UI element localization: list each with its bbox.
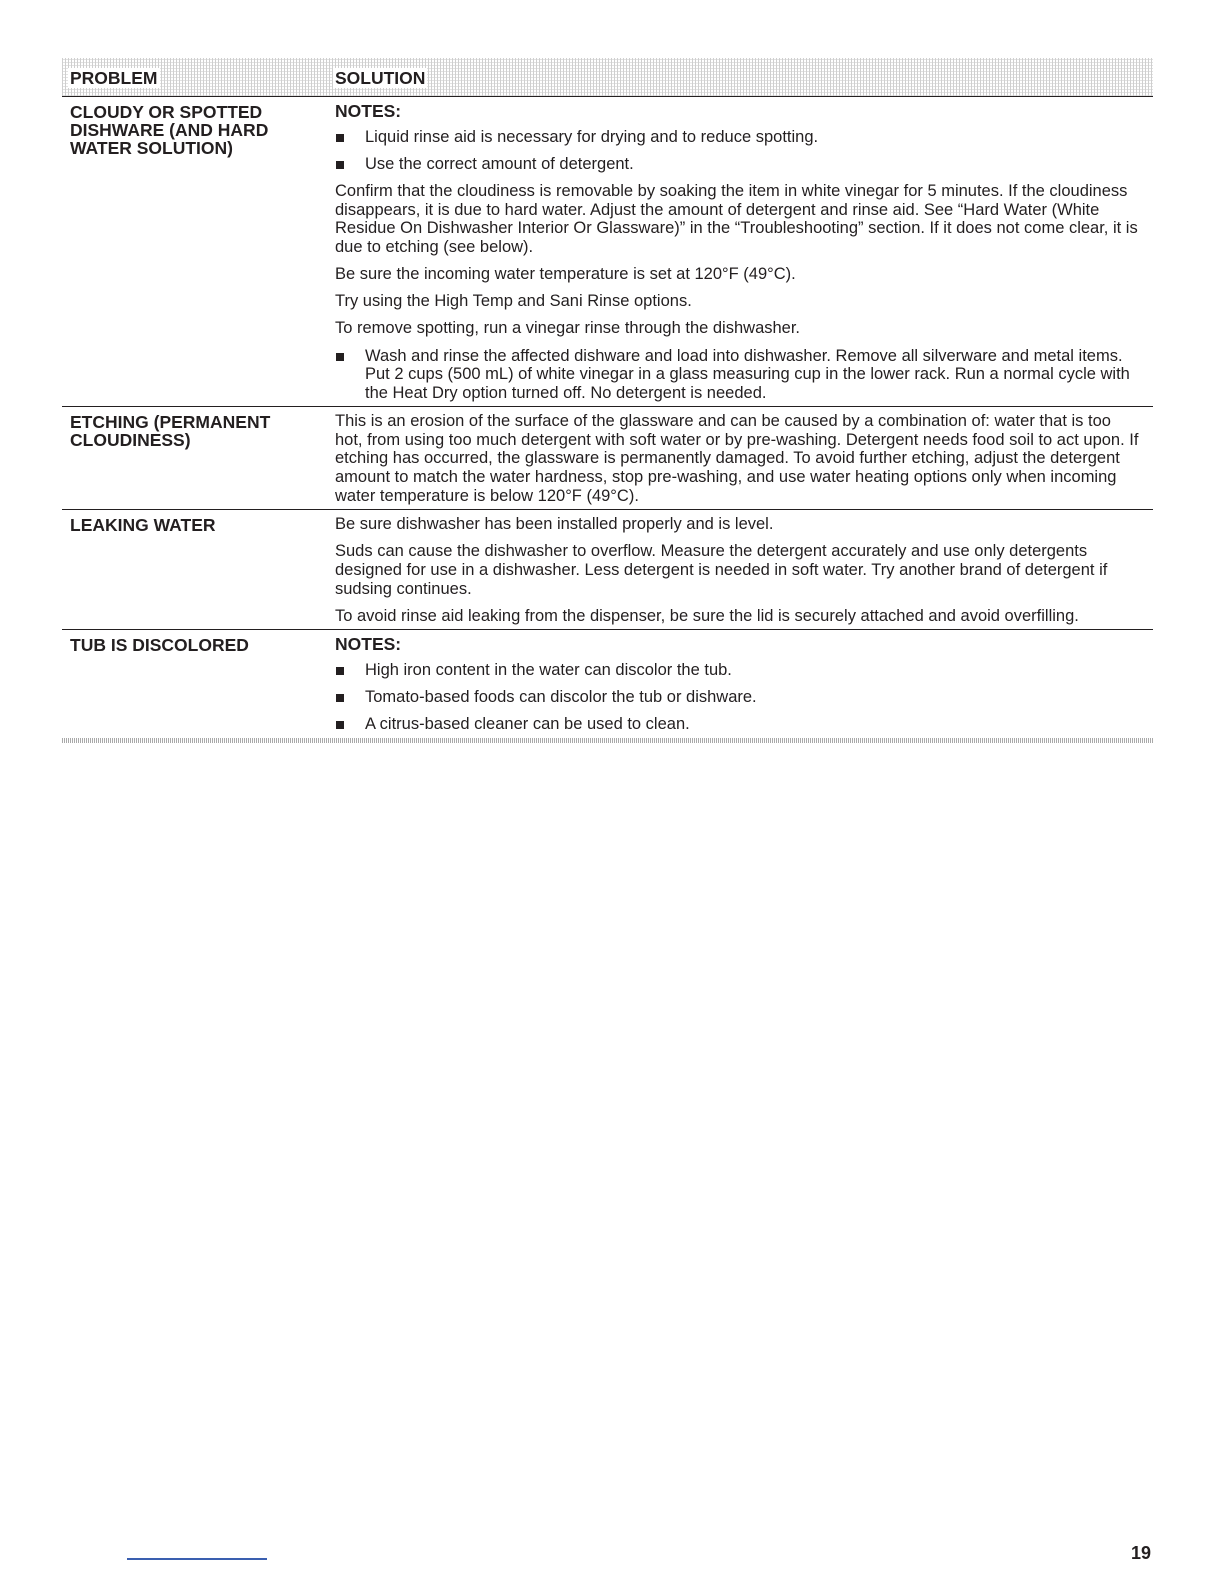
problem-etching: ETCHING (PERMANENT CLOUDINESS) <box>70 412 271 451</box>
table-row <box>62 97 1153 407</box>
paragraph: This is an erosion of the surface of the glassware and can be caused by a combination of: water that is too hot, from using too much detergent with soft water or by pre-washing. Detergent needs food soil to act upon. If etching has occurred, the glassware is permanently damaged. To avoid further etching, adjust the detergent amount to match the water hardness, stop pre-washing, and use water heating options only when incoming water temperature is below 120°F (49°C). <box>335 412 1139 505</box>
paragraph: Be sure dishwasher has been installed properly and is level. <box>335 515 774 534</box>
table-row <box>62 630 1153 738</box>
paragraph: Be sure the incoming water temperature is set at 120°F (49°C). <box>335 264 796 283</box>
paragraph: To remove spotting, run a vinegar rinse through the dishwasher. <box>335 319 801 338</box>
problem-tub-discolored: TUB IS DISCOLORED <box>70 635 249 656</box>
list-item: A citrus-based cleaner can be used to clean. <box>335 715 1141 734</box>
paragraph: Try using the High Temp and Sani Rinse options. <box>335 292 692 311</box>
table-header <box>62 58 1153 97</box>
list-item: Liquid rinse aid is necessary for drying and to reduce spotting. <box>335 128 1141 147</box>
paragraph: Suds can cause the dishwasher to overflow. Measure the detergent accurately and use only detergents designed for use in a dishwasher. Less detergent is needed in soft water. Try another brand of detergent if sudsing continues. <box>335 542 1108 598</box>
list-item: Wash and rinse the affected dishware and load into dishwasher. Remove all silverware and metal items. Put 2 cups (500 mL) of white vinegar in a glass measuring cup in the lower rack. Run a normal cycle with the Heat Dry option turned off. No detergent is needed. <box>335 347 1141 403</box>
bullet-square-icon <box>335 155 365 174</box>
bullet-square-icon <box>335 688 365 707</box>
list-item: Tomato-based foods can discolor the tub or dishware. <box>335 688 1141 707</box>
problem-leaking-water: LEAKING WATER <box>70 515 216 536</box>
bullet-square-icon <box>335 715 365 734</box>
list-item: High iron content in the water can discolor the tub. <box>335 661 1141 680</box>
bullet-square-icon <box>335 347 365 403</box>
solution-leaking-water <box>335 515 1153 625</box>
list-item: Use the correct amount of detergent. <box>335 155 1141 174</box>
solution-etching <box>335 412 1153 505</box>
table-bottom-rule <box>62 738 1153 743</box>
table-row <box>62 510 1153 630</box>
notes-label: NOTES: <box>335 101 402 121</box>
bullet-square-icon <box>335 661 365 680</box>
page-number: 19 <box>1131 1543 1152 1563</box>
paragraph: Confirm that the cloudiness is removable by soaking the item in white vinegar for 5 minutes. If the cloudiness disappears, it is due to hard water. Adjust the amount of detergent and rinse aid. See “Hard Water (White Residue On Dishwasher Interior Or Glassware)” in the “Troubleshooting” section. If it does not come clear, it is due to etching (see below). <box>335 181 1138 256</box>
paragraph: To avoid rinse aid leaking from the dispenser, be sure the lid is securely attached and avoid overfilling. <box>335 606 1079 625</box>
solution-tub-discolored <box>335 635 1153 734</box>
troubleshooting-table <box>62 58 1153 743</box>
solution-cloudy-dishware <box>335 102 1153 402</box>
table-row <box>62 407 1153 510</box>
problem-cloudy-dishware: CLOUDY OR SPOTTED DISHWARE (AND HARD WATER SOLUTION) <box>70 102 269 158</box>
notes-label: NOTES: <box>335 634 402 655</box>
footer-rule <box>127 1558 267 1560</box>
bullet-square-icon <box>335 128 365 147</box>
header-problem: PROBLEM <box>70 68 158 88</box>
header-solution: SOLUTION <box>335 68 426 88</box>
